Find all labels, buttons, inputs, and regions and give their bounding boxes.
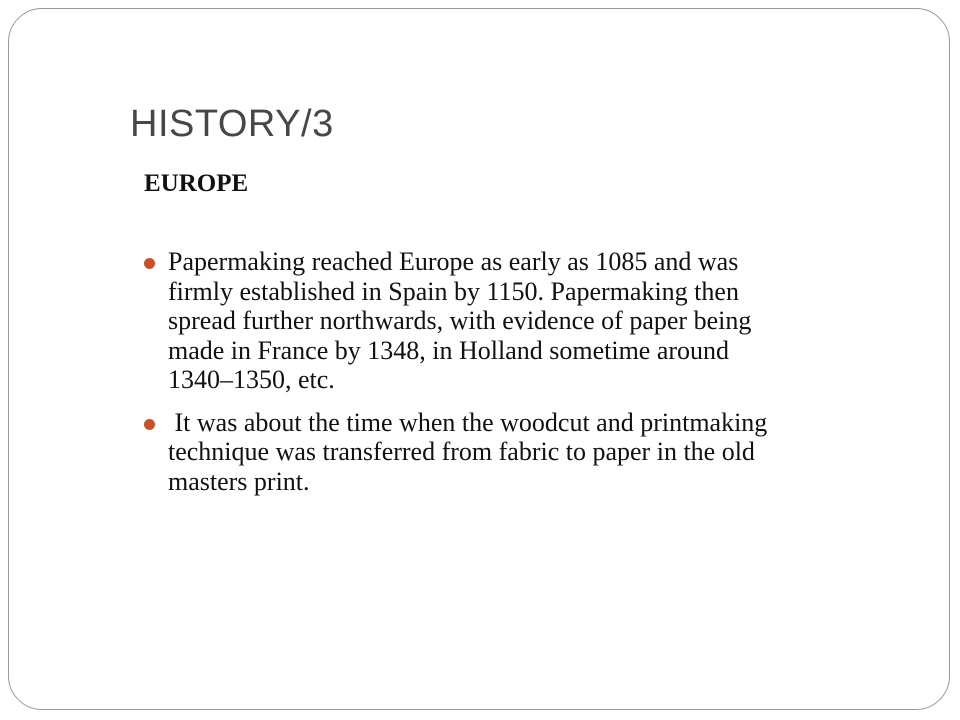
- bullet-text: Papermaking reached Europe as early as 1085 and was firmly established in Spain by 1150. Papermaking then spread further northwards, with evidence of paper being made in France by 1348, in Holland sometime around 1340–1350, etc.: [168, 247, 752, 394]
- bullet-dot-icon: [144, 258, 155, 269]
- bullet-text: It was about the time when the woodcut and printmaking technique was transferred from fabric to paper in the old masters print.: [168, 407, 774, 496]
- bullet-list: [144, 247, 784, 509]
- slide-frame: [8, 8, 950, 710]
- bullet-item: [144, 247, 784, 395]
- bullet-item: [144, 408, 784, 497]
- bullet-dot-icon: [144, 419, 155, 430]
- slide-title: HISTORY/3: [130, 103, 334, 145]
- slide-subtitle: EUROPE: [144, 170, 249, 197]
